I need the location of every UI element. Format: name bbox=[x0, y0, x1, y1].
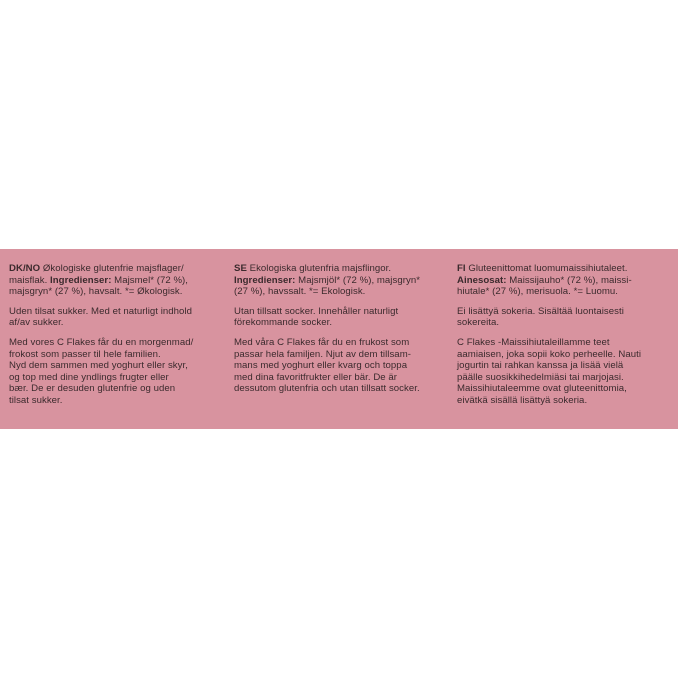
column-swedish bbox=[234, 263, 446, 403]
product-description: Med vores C Flakes får du en morgenmad/ frokost som passer til hele familien. Nyd dem sammen med yoghurt eller skyr, og top med dine yndlings frugter eller bær. De er desuden glutenfrie og uden tilsat sukker. bbox=[9, 336, 194, 406]
sugar-note: Utan tillsatt socker. Innehåller naturligt förekommande socker. bbox=[234, 305, 399, 329]
ingredients-paragraph bbox=[9, 263, 219, 298]
sugar-note: Ei lisättyä sokeria. Sisältää luontaisesti sokereita. bbox=[457, 305, 624, 329]
product-label-panel bbox=[0, 249, 678, 429]
product-description: Med våra C Flakes får du en frukost som passar hela familjen. Njut av dem tillsam- mans med yoghurt eller kvarg och toppa med dina favoritfrukter eller bär. De är dessutom glutenfria och utan tillsatt socker. bbox=[234, 336, 420, 395]
product-description-intro: Økologiske glutenfrie majsflager/ maisflak. bbox=[9, 263, 184, 286]
ingredients-label: Ainesosat: bbox=[457, 274, 507, 286]
language-code: FI bbox=[457, 263, 466, 274]
sugar-note: Uden tilsat sukker. Med et naturligt indhold af/av sukker. bbox=[9, 305, 192, 329]
ingredients-paragraph bbox=[457, 263, 672, 298]
ingredients-list: Majsmjöl* (72 %), majsgryn* (27 %), havssalt. *= Ekologisk. bbox=[234, 274, 420, 298]
column-finnish bbox=[457, 263, 672, 415]
ingredients-list: Maissijauho* (72 %), maissi- hiutale* (27 %), merisuola. *= Luomu. bbox=[457, 274, 632, 298]
product-description-intro: Gluteenittomat luomumaissihiutaleet. bbox=[468, 263, 628, 274]
column-danish-norwegian bbox=[9, 263, 219, 415]
product-description: C Flakes -Maissihiutaleillamme teet aamiaisen, joka sopii koko perheelle. Nauti jogurtin tai rahkan kanssa ja lisää vielä päälle suosikkihedelmiäsi tai marjojasi. Maissihiutaleemme ovat gluteenittomia, eivätkä sisällä lisättyä sokeria. bbox=[457, 336, 641, 406]
ingredients-label: Ingredienser: bbox=[234, 274, 296, 286]
language-code: DK/NO bbox=[9, 263, 41, 274]
ingredients-list: Majsmel* (72 %), majsgryn* (27 %), havsalt. *= Økologisk. bbox=[9, 274, 189, 298]
ingredients-label: Ingredienser: bbox=[50, 274, 112, 286]
ingredients-paragraph bbox=[234, 263, 446, 298]
language-code: SE bbox=[234, 263, 247, 274]
product-description-intro: Ekologiska glutenfria majsflingor. bbox=[249, 263, 392, 274]
